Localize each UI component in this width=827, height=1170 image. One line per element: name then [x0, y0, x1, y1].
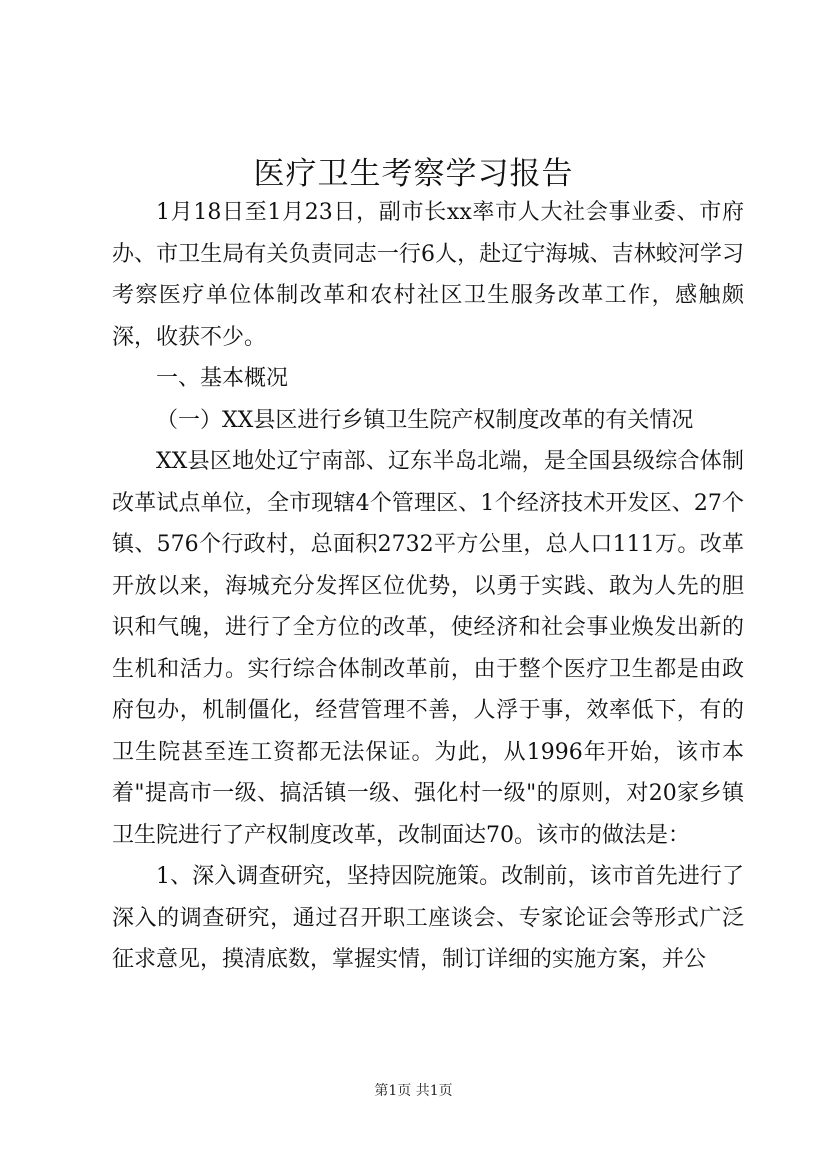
document-body: [112, 192, 744, 981]
subsection-heading: （一）XX县区进行乡镇卫生院产权制度改革的有关情况: [156, 407, 694, 433]
paragraph-overview: XX县区地处辽宁南部、辽东半岛北端，是全国县级综合体制改革试点单位，全市现辖4个管理区、1个经济技术开发区、27个镇、576个行政村，总面积2732平方公里，总人口111万。改革开放以来，海城充分发挥区位优势，以勇于实践、敢为人先的胆识和气魄，进行了全方位的改革，使经济和社会事业焕发出新的生机和活力。实行综合体制改革前，由于整个医疗卫生都是由政府包办，机制僵化，经营管理不善，人浮于事，效率低下，有的卫生院甚至连工资都无法保证。为此，从1996年开始，该市本着"提高市一级、搞活镇一级、强化村一级"的原则，对20家乡镇卫生院进行了产权制度改革，改制面达70。该市的做法是：: [112, 449, 744, 848]
document-title: 医疗卫生考察学习报告: [253, 156, 574, 192]
paragraph-intro: 1月18日至1月23日，副市长xx率市人大社会事业委、市府办、市卫生局有关负责同志一行6人，赴辽宁海城、吉林蛟河学习考察医疗单位体制改革和农村社区卫生服务改革工作，感触颇深，收获不少。: [112, 200, 744, 350]
section-heading: 一、基本概况: [156, 366, 289, 391]
paragraph-point-1: 1、深入调查研究，坚持因院施策。改制前，该市首先进行了深入的调查研究，通过召开职工座谈会、专家论证会等形式广泛征求意见，摸清底数，掌握实情，制订详细的实施方案，并公: [112, 864, 744, 972]
page-footer: 第1页 共1页: [374, 1083, 453, 1099]
